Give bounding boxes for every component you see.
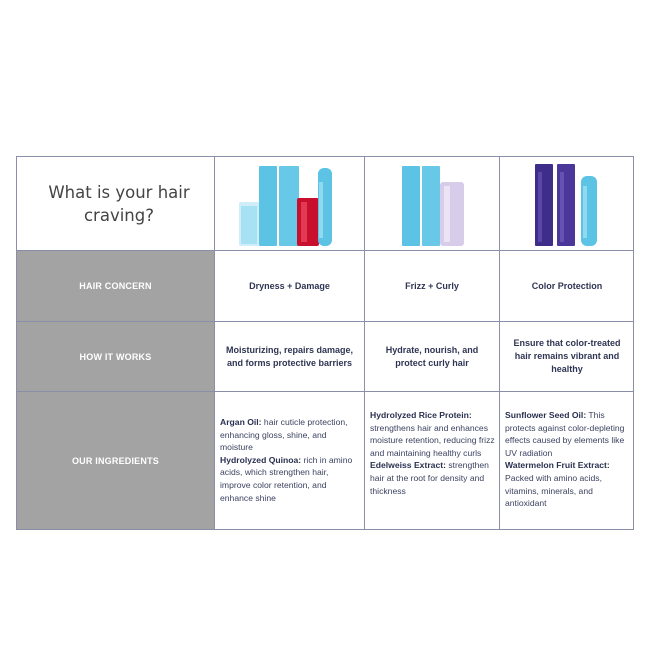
ingredient-name: Edelweiss Extract: bbox=[370, 460, 446, 471]
product-image-dryness-damage bbox=[239, 162, 339, 246]
ingredient-text: strengthen hair at the root for density and thickness bbox=[370, 460, 489, 496]
ingredient-text: This protects against color-depleting effects caused by elements like UV radiation bbox=[505, 410, 625, 458]
ingredient-name: Hydrolyzed Quinoa: bbox=[220, 454, 302, 465]
row-label-our-ingredients bbox=[17, 392, 214, 529]
hair-concern-label: HAIR CONCERN bbox=[79, 281, 152, 291]
ingredient-name: Sunflower Seed Oil: bbox=[505, 410, 587, 420]
ingredient-name: Watermelon Fruit Extract: bbox=[505, 460, 610, 471]
ingredient-text: Packed with amino acids, vitamins, minerals, and antioxidant bbox=[505, 472, 602, 509]
how-frizz-curly: Hydrate, nourish, and protect curly hair bbox=[385, 344, 479, 368]
page-title: What is your hair craving? bbox=[48, 183, 190, 225]
how-dryness-damage: Moisturizing, repairs damage, and forms protective barriers bbox=[225, 344, 354, 368]
product-image-frizz-curly bbox=[402, 162, 472, 246]
ingredients-color-protection bbox=[500, 402, 634, 529]
ingredient-text: rich in amino acids, which strengthen hair, improve color retention, and enhance shine bbox=[220, 454, 353, 503]
ingredients-dryness-damage bbox=[215, 402, 364, 529]
how-color-protection: Ensure that color-treated hair remains vibrant and healthy bbox=[513, 338, 621, 374]
row-label-hair-concern bbox=[17, 251, 214, 321]
ingredient-name: Argan Oil: bbox=[220, 417, 262, 427]
product-image-color-protection bbox=[535, 162, 605, 246]
ingredient-name: Hydrolyzed Rice Protein: bbox=[370, 410, 472, 420]
comparison-table bbox=[16, 156, 634, 530]
grid-line bbox=[17, 391, 633, 392]
ingredients-frizz-curly bbox=[365, 402, 499, 529]
how-it-works-label: HOW IT WORKS bbox=[79, 351, 152, 362]
concern-color-protection: Color Protection bbox=[531, 281, 603, 291]
concern-frizz-curly: Frizz + Curly bbox=[405, 281, 459, 291]
row-label-how-it-works bbox=[17, 322, 214, 391]
ingredient-text: hair cuticle protection, enhancing gloss, shine, and moisture bbox=[220, 417, 348, 453]
our-ingredients-label: OUR INGREDIENTS bbox=[71, 455, 159, 466]
concern-dryness-damage: Dryness + Damage bbox=[249, 281, 330, 291]
ingredient-text: strengthens hair and enhances moisture retention, reducing frizz and maintaining healthy curls bbox=[370, 422, 495, 458]
